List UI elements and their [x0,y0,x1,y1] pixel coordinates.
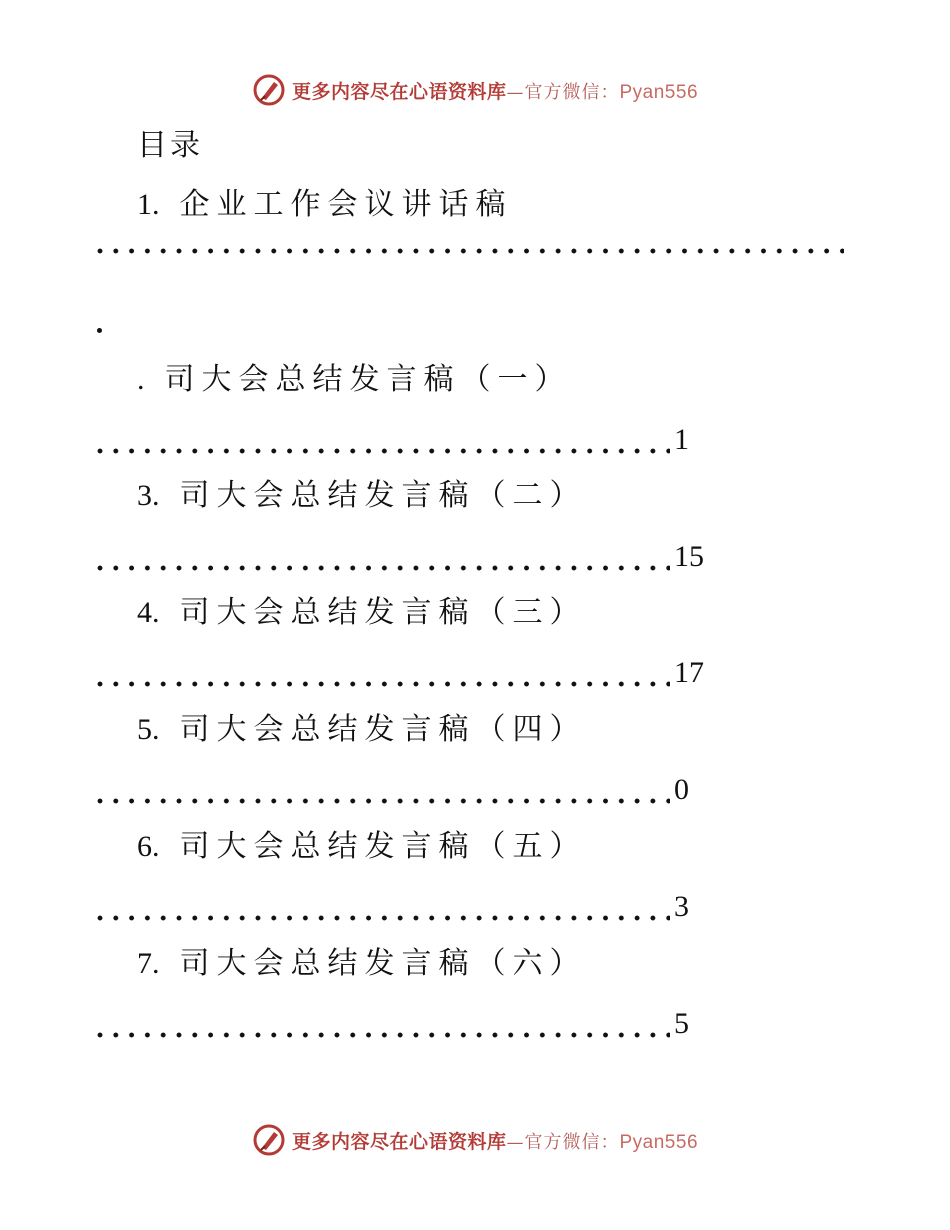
toc-entry-text: 企业工作会议讲话稿 [179,187,513,222]
toc-entry-number: . [137,363,145,396]
toc-entry-number: 6. [137,830,160,863]
toc-entry-text: 司大会总结发言稿（二） [179,478,587,513]
toc-entry-text: 司大会总结发言稿（一） [164,362,572,397]
watermark-contact-id: Pyan556 [619,81,699,103]
footer-watermark [0,1120,950,1160]
toc-entry-leader [97,248,848,262]
dot-leader [97,915,670,921]
dot-leader [97,565,670,571]
toc-entry-number: 4. [137,596,160,629]
toc-entry-number: 5. [137,713,160,746]
toc-entry-leader [97,885,689,929]
toc-entry-text: 司大会总结发言稿（五） [179,829,587,864]
toc-entry-title [137,358,572,402]
toc-entry-leader [97,768,689,812]
watermark-contact-id: Pyan556 [619,1131,699,1153]
dot-leader [97,248,844,254]
toc-entry-title [137,825,587,869]
toc-entry-leader [97,418,689,462]
toc-entry-page: 0 [674,773,689,806]
watermark-contact-label: 官方微信： [524,1131,620,1153]
dot-leader [97,798,670,804]
toc-entry-leader [97,1002,689,1046]
quill-logo-icon [252,73,286,107]
header-watermark [0,70,950,110]
watermark-separator: — [506,82,525,103]
watermark-brand: 更多内容尽在心语资料库 [291,1130,507,1153]
toc-entry-text: 司大会总结发言稿（三） [179,595,587,630]
toc-entry-title [137,942,587,986]
watermark-text [292,77,698,104]
dot-leader [97,448,670,454]
quill-logo-icon [252,1123,286,1157]
toc-title: 目录 [137,128,203,163]
dot-leader-overflow [97,328,102,333]
toc-entry-page: 5 [674,1007,689,1040]
toc-entry-title [137,183,513,227]
toc-entry-leader [97,651,704,695]
toc-entry-page: 1 [674,423,689,456]
watermark-brand: 更多内容尽在心语资料库 [291,80,507,103]
toc-entry-number: 7. [137,947,160,980]
toc-entry-page: 17 [674,656,704,689]
toc-entry-number: 1. [137,188,160,221]
dot-leader [97,681,670,687]
watermark-contact-label: 官方微信： [524,81,620,103]
watermark-text [292,1127,698,1154]
toc-entry-title [137,591,587,635]
toc-entry-title [137,708,587,752]
dot-leader [97,1032,670,1038]
toc-entry-number: 3. [137,479,160,512]
toc-entry-text: 司大会总结发言稿（六） [179,946,587,981]
toc-entry-page: 15 [674,540,704,573]
toc-entry-leader [97,535,704,579]
toc-entry-text: 司大会总结发言稿（四） [179,712,587,747]
toc-entry-page: 3 [674,890,689,923]
toc-entry-title [137,474,587,518]
watermark-separator: — [506,1132,525,1153]
